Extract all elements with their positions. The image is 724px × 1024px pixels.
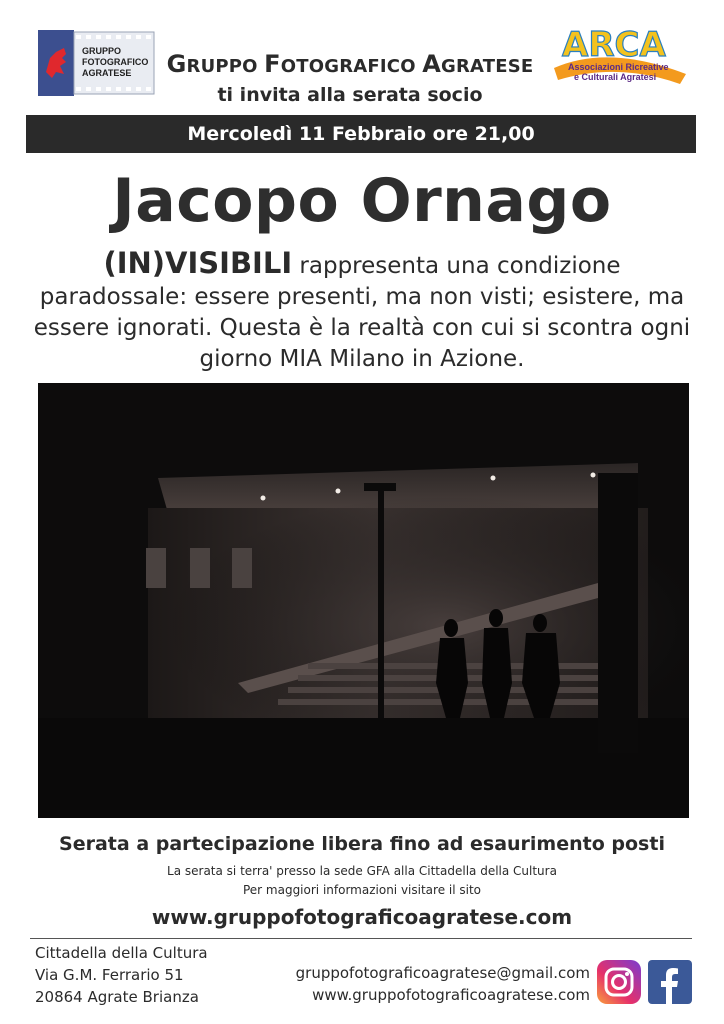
arca-line: e Culturali Agratesi: [574, 72, 657, 82]
event-description: [28, 248, 696, 375]
divider: [30, 938, 692, 939]
org-rest: RUPPO: [186, 56, 265, 77]
address-line: Cittadella della Cultura: [35, 944, 208, 962]
org-rest: OTOGRAFICO: [280, 56, 423, 77]
event-photo: [38, 383, 689, 818]
event-date: Mercoledì 11 Febbraio ore 21,00: [187, 123, 535, 145]
venue-text: La serata si terra' presso la sede GFA alla Cittadella della Cultura: [167, 864, 557, 878]
facebook-icon[interactable]: [648, 960, 692, 1004]
arca-wordmark: ARCA: [562, 25, 666, 65]
info-text: Per maggiori informazioni visitare il sito: [242, 883, 482, 897]
address-line: Via G.M. Ferrario 51: [35, 966, 184, 984]
project-title: (IN)VISIBILI: [103, 246, 293, 280]
org-initial: G: [166, 50, 187, 78]
organization-title: [160, 50, 540, 78]
invite-subtitle: ti invita alla serata socio: [217, 84, 483, 106]
logo-line: AGRATESE: [82, 68, 132, 78]
arca-logo-icon: [548, 22, 690, 90]
instagram-icon[interactable]: [597, 960, 641, 1004]
org-rest: GRATESE: [440, 56, 534, 77]
website-link[interactable]: www.gruppofotograficoagratese.com: [151, 905, 573, 929]
logo-line: FOTOGRAFICO: [82, 57, 149, 67]
address-line: 20864 Agrate Brianza: [35, 988, 199, 1006]
website-small-link[interactable]: www.gruppofotograficoagratese.com: [312, 986, 590, 1004]
gfa-logo-icon: [36, 28, 156, 98]
date-bar: [26, 115, 696, 153]
org-initial: F: [264, 50, 281, 78]
arca-line: Associazioni Ricreative: [568, 62, 669, 72]
org-initial: A: [422, 50, 441, 78]
email-link[interactable]: gruppofotograficoagratese@gmail.com: [295, 964, 590, 982]
free-entry-notice: Serata a partecipazione libera fino ad esaurimento posti: [59, 833, 665, 855]
description-text: rappresenta una condizione paradossale: essere presenti, ma non visti; esistere, ma essere ignorati. Questa è la realtà con cui si scontra ogni giorno MIA Milano in Azione.: [33, 253, 691, 372]
contact-block: [240, 962, 590, 1006]
speaker-name: Jacopo Ornago: [112, 166, 612, 236]
logo-line: GRUPPO: [82, 46, 122, 56]
address-block: [35, 942, 208, 1008]
